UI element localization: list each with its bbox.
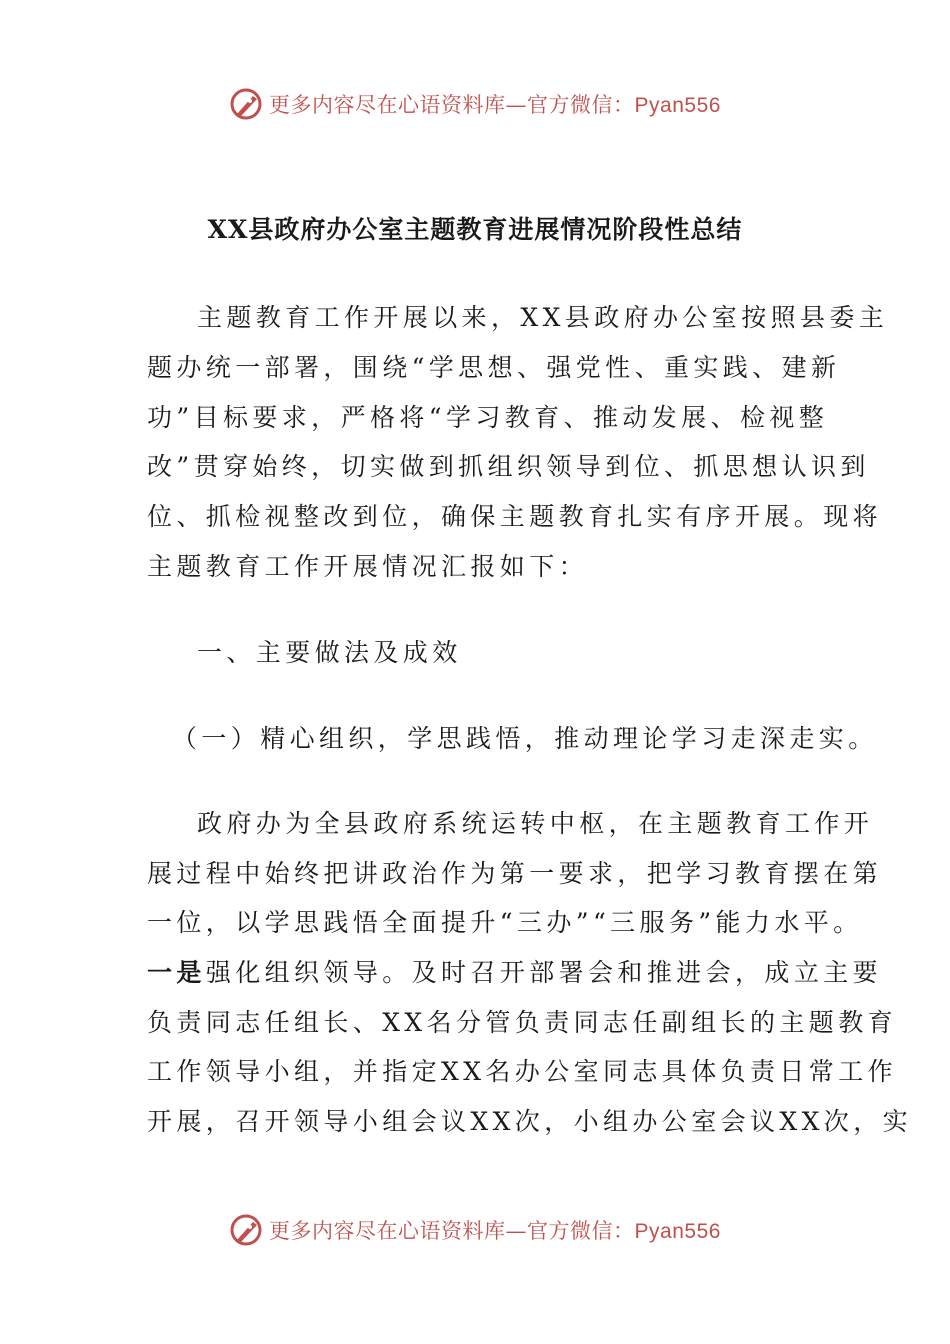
paragraph-line: 工作领导小组，并指定XX名办公室同志具体负责日常工作: [147, 1057, 897, 1086]
header-banner: [0, 82, 950, 126]
paragraph-line: 题办统一部署，围绕“学思想、强党性、重实践、建新: [147, 353, 841, 382]
subsection-heading: （一）精心组织，学思践悟，推动理论学习走深走实。: [172, 724, 878, 753]
paragraph-line: 政府办为全县政府系统运转中枢，在主题教育工作开: [197, 809, 874, 838]
pen-nib-logo-icon: [229, 87, 263, 121]
footer-banner: [0, 1208, 950, 1252]
paragraph-line: 改”贯穿始终，切实做到抓组织领导到位、抓思想认识到: [147, 452, 870, 481]
document-title: XX县政府办公室主题教育进展情况阶段性总结: [207, 215, 743, 244]
bold-lead: 一是: [147, 958, 206, 987]
banner-text: 更多内容尽在心语资料库—官方微信：Pyan556: [269, 1219, 721, 1243]
paragraph-line: 一位，以学思践悟全面提升“三办”“三服务”能力水平。: [147, 908, 863, 937]
paragraph-line: 主题教育工作开展以来，XX县政府办公室按照县委主: [197, 303, 889, 332]
paragraph-line: 位、抓检视整改到位，确保主题教育扎实有序开展。现将: [147, 502, 883, 531]
paragraph-line: 主题教育工作开展情况汇报如下：: [147, 552, 589, 581]
paragraph-line: 功”目标要求，严格将“学习教育、推动发展、检视整: [147, 403, 829, 432]
section-heading: 一、主要做法及成效: [197, 638, 462, 667]
paragraph-line: 负责同志任组长、XX名分管负责同志任副组长的主题教育: [147, 1008, 897, 1037]
paragraph-line: 展过程中始终把讲政治作为第一要求，把学习教育摆在第: [147, 859, 883, 888]
paragraph-line: 一是强化组织领导。及时召开部署会和推进会，成立主要: [147, 958, 883, 987]
banner-text: 更多内容尽在心语资料库—官方微信：Pyan556: [269, 93, 721, 117]
paragraph-line: 开展，召开领导小组会议XX次，小组办公室会议XX次，实: [147, 1107, 912, 1136]
pen-nib-logo-icon: [229, 1213, 263, 1247]
